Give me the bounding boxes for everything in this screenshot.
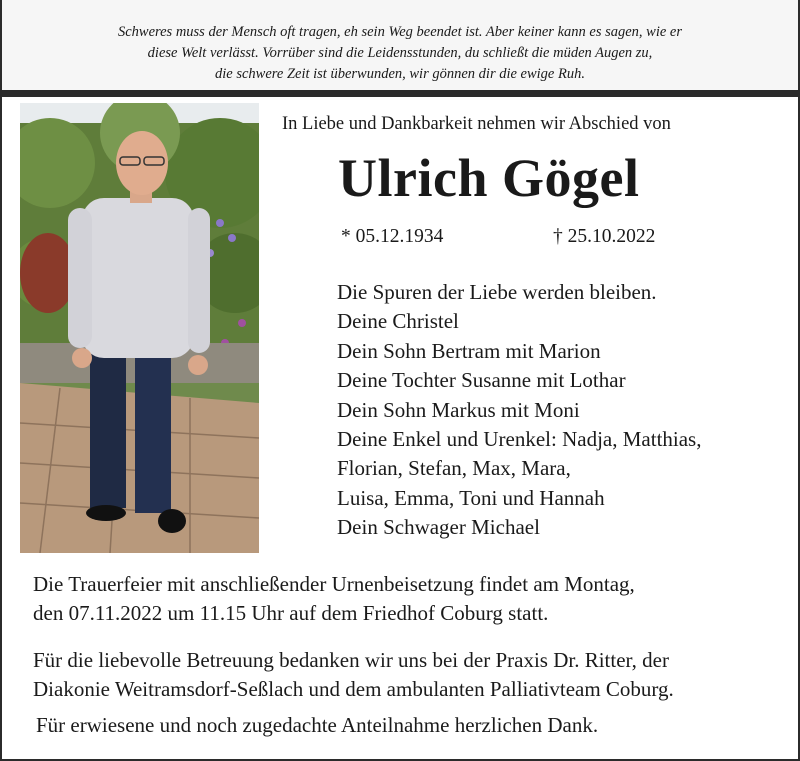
sympathy-thanks-line: Für erwiesene und noch zugedachte Anteilnahme herzlichen Dank. <box>36 713 599 737</box>
list-item: Dein Sohn Bertram mit Marion <box>337 338 601 363</box>
care-thanks <box>33 646 674 704</box>
birth-date: * 05.12.1934 <box>341 226 444 247</box>
list-item: Die Spuren der Liebe werden bleiben. <box>337 280 657 304</box>
intro-text: In Liebe und Dankbarkeit nehmen wir Abschied von <box>282 114 671 134</box>
poem-line: Schweres muss der Mensch oft tragen, eh sein Weg beendet ist. Aber keiner kann es sagen, wie er <box>117 24 683 40</box>
sympathy-thanks <box>36 711 598 740</box>
deceased-name: Ulrich Gögel <box>338 148 640 208</box>
list-item: Deine Tochter Susanne mit Lothar <box>337 368 626 393</box>
poem-block <box>2 0 798 90</box>
death-date: † 25.10.2022 <box>553 226 656 247</box>
list-item: Deine Christel <box>337 309 459 334</box>
poem-line: diese Welt verlässt. Vorrüber sind die Leidensstunden, du schließt die müden Augen zu, <box>147 45 653 61</box>
care-thanks-line: Für die liebevolle Betreuung bedanken wir uns bei der Praxis Dr. Ritter, der <box>33 648 669 672</box>
list-item: Florian, Stefan, Max, Mara, <box>337 456 571 481</box>
funeral-line: Die Trauerfeier mit anschließender Urnenbeisetzung findet am Montag, <box>33 572 635 596</box>
list-item: Deine Enkel und Urenkel: Nadja, Matthias, <box>337 427 702 452</box>
funeral-info <box>33 570 635 628</box>
list-item: Dein Schwager Michael <box>337 515 540 540</box>
list-item: Luisa, Emma, Toni und Hannah <box>337 485 605 510</box>
mourners-list <box>337 278 701 543</box>
care-thanks-line: Diakonie Weitramsdorf-Seßlach und dem ambulanten Palliativteam Coburg. <box>33 677 674 701</box>
list-item: Dein Sohn Markus mit Moni <box>337 397 580 422</box>
portrait-photo <box>20 103 259 553</box>
divider-bar <box>2 90 798 97</box>
funeral-line: den 07.11.2022 um 11.15 Uhr auf dem Friedhof Coburg statt. <box>33 601 549 625</box>
poem-line: die schwere Zeit ist überwunden, wir gönnen dir die ewige Ruh. <box>215 66 585 82</box>
